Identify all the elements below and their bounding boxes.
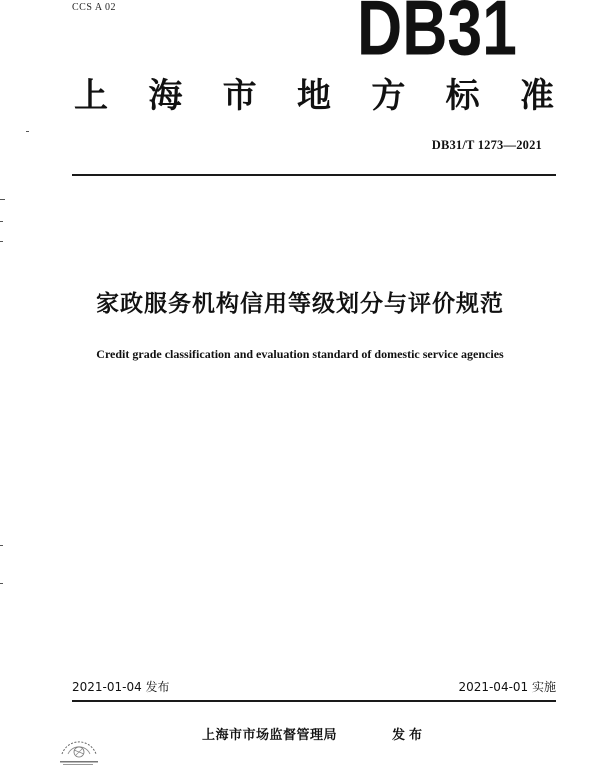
authority-char: 准: [519, 76, 554, 116]
db31-logo-text: DB31: [357, 0, 517, 73]
authority-char: 方: [371, 76, 406, 116]
footer-divider: [72, 700, 556, 702]
margin-scan-mark: [26, 131, 29, 132]
authority-char: 标: [445, 76, 480, 116]
issuing-authority-title: [74, 76, 554, 116]
document-title-chinese: 家政服务机构信用等级划分与评价规范: [96, 291, 504, 317]
ccs-code: CCS A 02: [72, 2, 117, 13]
authority-char: 海: [148, 76, 183, 116]
db31-logo: [355, 0, 520, 73]
margin-scan-mark: [0, 199, 5, 200]
standard-number: DB31/T 1273—2021: [431, 138, 542, 152]
header-divider: [72, 174, 556, 176]
seal-icon: [54, 724, 104, 767]
issuing-body: 上海市市场监督管理局: [202, 728, 338, 743]
authority-char: 上: [74, 76, 108, 116]
document-title-english: Credit grade classification and evaluation standard of domestic service agencies: [96, 347, 504, 361]
issue-date: 2021-01-04 发布: [72, 680, 170, 694]
implementation-date: 2021-04-01 实施: [458, 680, 556, 694]
authority-char: 地: [296, 76, 331, 116]
margin-scan-mark: [0, 545, 3, 546]
authority-char: 市: [222, 76, 257, 116]
margin-scan-mark: [0, 241, 3, 242]
issuing-action: 发布: [392, 728, 427, 743]
margin-scan-mark: [0, 221, 3, 222]
margin-scan-mark: [0, 583, 3, 584]
